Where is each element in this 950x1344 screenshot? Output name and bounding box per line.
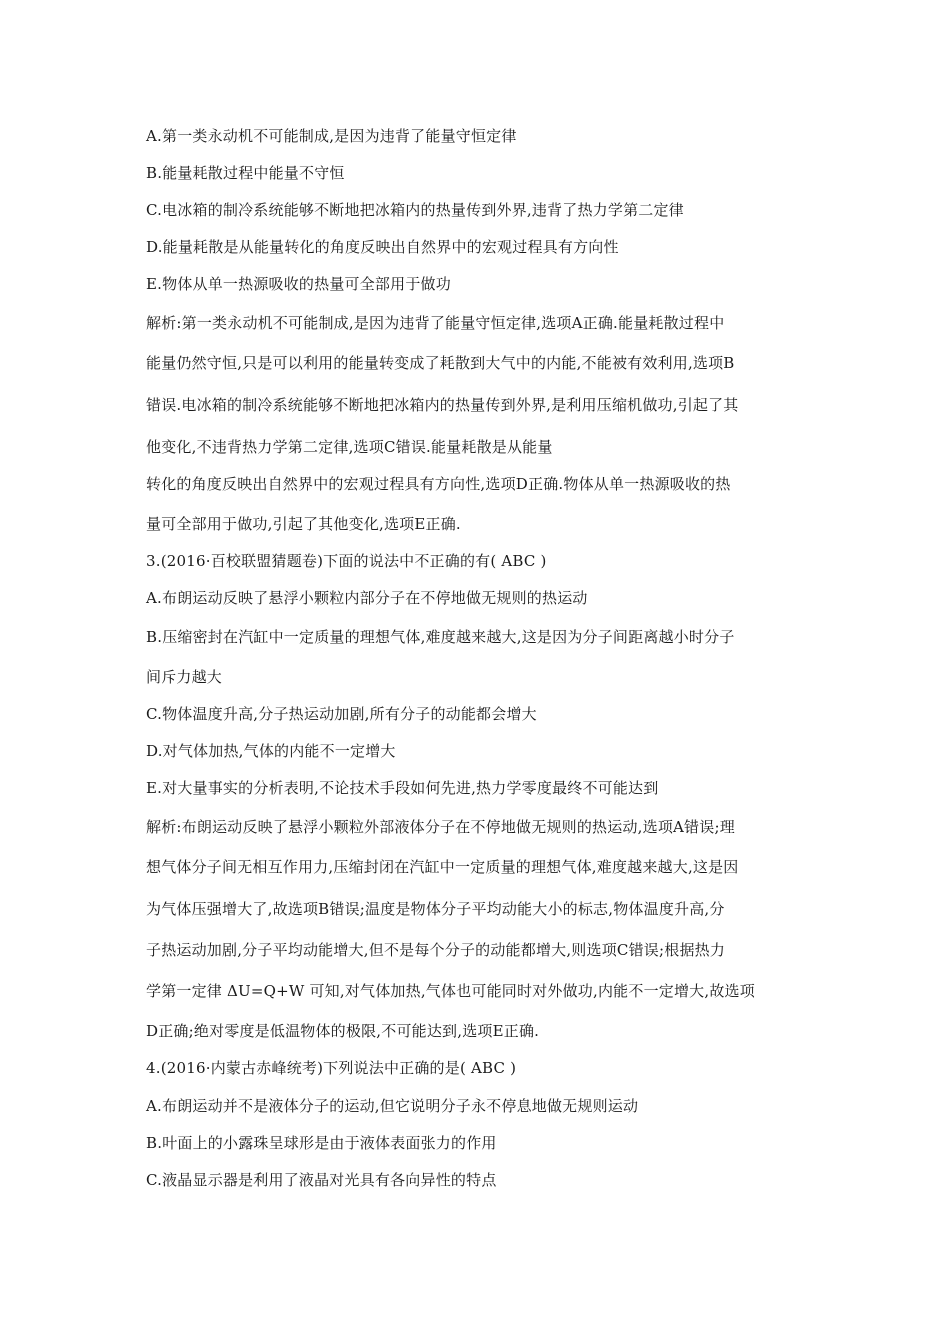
option-b-continued: 间斥力越大 xyxy=(146,668,223,686)
question-3-stem: 3.(2016·百校联盟猜题卷)下面的说法中不正确的有( ABC ) xyxy=(146,552,547,570)
analysis-line: 量可全部用于做功,引起了其他变化,选项E正确. xyxy=(146,515,461,533)
analysis-line: 错误.电冰箱的制冷系统能够不断地把冰箱内的热量传到外界,是利用压缩机做功,引起了其 xyxy=(146,396,739,414)
option-e: E.对大量事实的分析表明,不论技术手段如何先进,热力学零度最终不可能达到 xyxy=(146,779,659,797)
option-e: E.物体从单一热源吸收的热量可全部用于做功 xyxy=(146,275,451,293)
analysis-line: 想气体分子间无相互作用力,压缩封闭在汽缸中一定质量的理想气体,难度越来越大,这是因 xyxy=(146,858,739,876)
option-d: D.能量耗散是从能量转化的角度反映出自然界中的宏观过程具有方向性 xyxy=(146,238,619,256)
option-b: B.压缩密封在汽缸中一定质量的理想气体,难度越来越大,这是因为分子间距离越小时分子 xyxy=(146,628,735,646)
analysis-line: 他变化,不违背热力学第二定律,选项C错误.能量耗散是从能量 xyxy=(146,438,553,456)
option-b: B.叶面上的小露珠呈球形是由于液体表面张力的作用 xyxy=(146,1134,497,1152)
option-d: D.对气体加热,气体的内能不一定增大 xyxy=(146,742,396,760)
analysis-line: 学第一定律 ΔU=Q+W 可知,对气体加热,气体也可能同时对外做功,内能不一定增大,故选项 xyxy=(146,982,755,1000)
analysis-line: 子热运动加剧,分子平均动能增大,但不是每个分子的动能都增大,则选项C错误;根据热力 xyxy=(146,941,726,959)
analysis-line: 为气体压强增大了,故选项B错误;温度是物体分子平均动能大小的标志,物体温度升高,分 xyxy=(146,900,725,918)
option-a: A.布朗运动并不是液体分子的运动,但它说明分子永不停息地做无规则运动 xyxy=(146,1097,639,1115)
option-a: A.布朗运动反映了悬浮小颗粒内部分子在不停地做无规则的热运动 xyxy=(146,589,588,607)
option-b: B.能量耗散过程中能量不守恒 xyxy=(146,164,345,182)
question-4-stem: 4.(2016·内蒙古赤峰统考)下列说法中正确的是( ABC ) xyxy=(146,1059,517,1077)
option-c: C.液晶显示器是利用了液晶对光具有各向异性的特点 xyxy=(146,1171,497,1189)
option-a: A.第一类永动机不可能制成,是因为违背了能量守恒定律 xyxy=(146,127,517,145)
option-c: C.电冰箱的制冷系统能够不断地把冰箱内的热量传到外界,违背了热力学第二定律 xyxy=(146,201,684,219)
analysis-line: 解析:布朗运动反映了悬浮小颗粒外部液体分子在不停地做无规则的热运动,选项A错误;理 xyxy=(146,818,735,836)
analysis-line: 能量仍然守恒,只是可以利用的能量转变成了耗散到大气中的内能,不能被有效利用,选项B xyxy=(146,354,735,372)
option-c: C.物体温度升高,分子热运动加剧,所有分子的动能都会增大 xyxy=(146,705,537,723)
analysis-line: 转化的角度反映出自然界中的宏观过程具有方向性,选项D正确.物体从单一热源吸收的热 xyxy=(146,475,731,493)
analysis-line: 解析:第一类永动机不可能制成,是因为违背了能量守恒定律,选项A正确.能量耗散过程中 xyxy=(146,314,725,332)
analysis-line: D正确;绝对零度是低温物体的极限,不可能达到,选项E正确. xyxy=(146,1022,540,1040)
